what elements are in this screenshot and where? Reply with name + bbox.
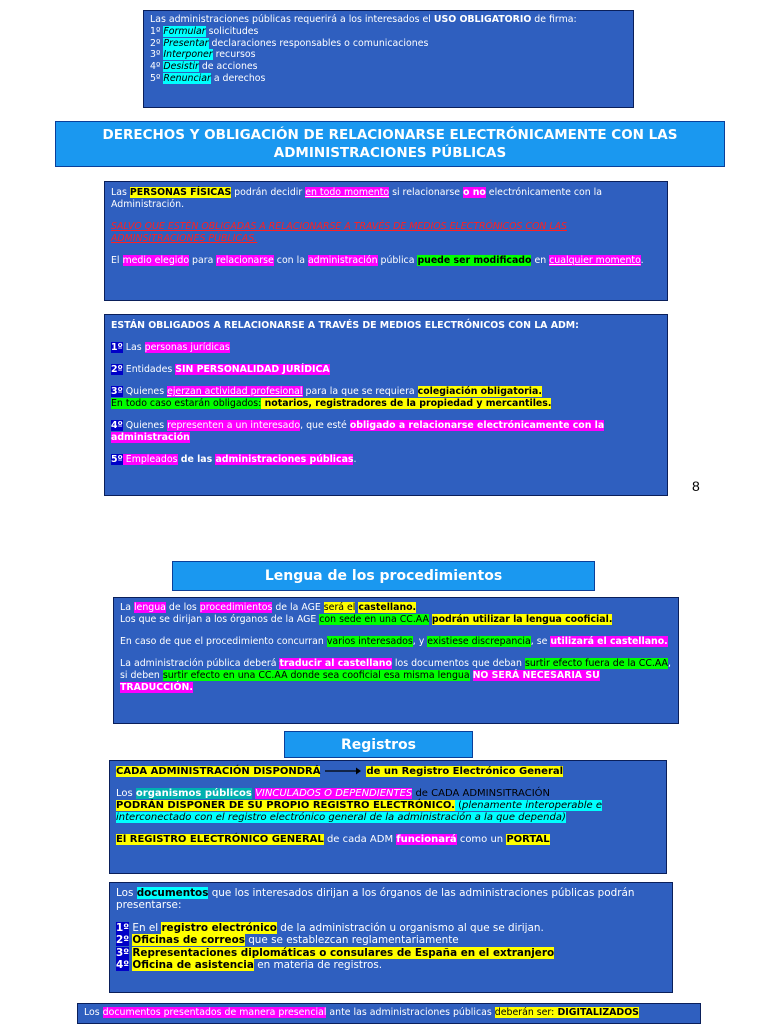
sera-el: será el — [323, 602, 356, 613]
registros-box — [109, 760, 667, 874]
lengua-cooficial: podrán utilizar la lengua cooficial. — [431, 614, 613, 625]
t: podrán decidir — [231, 187, 306, 198]
firma-item — [150, 73, 627, 85]
arrow-icon — [324, 766, 362, 776]
representaciones: Representaciones diplomáticas o consulares de España en el extranjero — [132, 946, 555, 959]
t: El — [111, 255, 123, 266]
registro-general-label: El REGISTRO ELECTRÓNICO GENERAL — [116, 834, 324, 845]
t: La administración pública deberá — [120, 658, 280, 669]
t: con la — [273, 255, 308, 266]
item-verb: Presentar — [163, 37, 209, 49]
t: como un — [456, 834, 507, 845]
firma-item — [150, 61, 627, 73]
header-line-2: ADMINISTRACIONES PÚBLICAS — [273, 145, 507, 161]
sede-ccaa: con sede en una CC.AA — [319, 614, 429, 625]
actividad-profesional: ejerzan actividad profesional — [167, 386, 303, 397]
utilizara-castellano: utilizará el castellano. — [550, 636, 668, 647]
notarios: notarios, registradores de la propiedad y mercantiles. — [261, 398, 552, 409]
page-number: 8 — [692, 478, 700, 494]
sin-personalidad: SIN PERSONALIDAD JURÍDICA — [175, 364, 330, 375]
empleados: Empleados — [122, 454, 178, 465]
oficinas-correos: Oficinas de correos — [132, 934, 245, 947]
lengua-box — [113, 597, 679, 724]
traducir: traducir al castellano — [279, 658, 392, 669]
t: si relacionarse — [389, 187, 463, 198]
documentos-intro — [116, 887, 666, 912]
item-num: 2º — [116, 934, 130, 947]
item-num: 4º — [150, 61, 164, 73]
t: que los interesados dirijan a los órganos de las administraciones públicas podrán presentarse: — [116, 887, 635, 912]
t: para la que se requiera — [302, 386, 418, 397]
item-rest: recursos — [212, 49, 256, 61]
surtir-fuera: surtir efecto fuera de la CC.AA — [524, 658, 668, 669]
t: Las — [111, 187, 130, 198]
t: de los — [165, 602, 200, 613]
item-num: 1º — [111, 342, 123, 353]
t: para — [189, 255, 217, 266]
registro-general: de un Registro Electrónico General — [366, 766, 564, 777]
t: en materia de registros. — [253, 959, 383, 972]
personas-fisicas: PERSONAS FÍSICAS — [129, 187, 232, 198]
presencial-box — [77, 1003, 701, 1024]
cualquier-momento: cualquier momento — [549, 255, 641, 266]
digitalizados: DIGITALIZADOS — [554, 1007, 639, 1018]
documentos-item-1 — [116, 922, 666, 934]
item-rest: a derechos — [210, 72, 266, 84]
castellano: castellano. — [358, 602, 417, 613]
item-verb: Formular — [163, 25, 206, 37]
registro-electronico: registro electrónico — [161, 921, 277, 934]
obligado-item-4 — [111, 420, 661, 444]
t: los documentos que deban — [391, 658, 525, 669]
item-num: 2º — [111, 364, 123, 375]
item-num: 4º — [111, 420, 123, 431]
t: que se establezcan reglamentariamente — [244, 934, 459, 947]
documentos-item-2 — [116, 934, 666, 946]
item-num: 5º — [111, 454, 123, 465]
presencial-text — [84, 1007, 694, 1019]
personas-fisicas-box — [104, 181, 668, 301]
lengua: lengua — [133, 602, 166, 613]
personas-fisicas-paragraph — [111, 187, 661, 211]
interoperable: plenamente interoperable e interconectado con el registro electrónico general de la administración a la que dependa) — [116, 800, 602, 823]
podran-disponer: PODRÁN DISPONER DE SU PROPIO REGISTRO ELECTRÓNICO. — [116, 800, 455, 811]
item-num: 1º — [150, 25, 164, 37]
firma-obligatoria-box — [143, 10, 634, 108]
obligado-item-3 — [111, 386, 661, 410]
t: electrónicamente con la Administración. — [111, 187, 603, 210]
item-num: 3º — [116, 946, 130, 959]
t: de las — [177, 454, 216, 465]
item-verb: Renunciar — [163, 72, 211, 84]
documentos: documentos — [136, 887, 209, 899]
funcionara: funcionará — [396, 834, 457, 845]
surtir-dentro: surtir efecto en una CC.AA donde sea cooficial esa misma lengua — [162, 670, 470, 681]
obligado-item-5 — [111, 454, 661, 466]
obligado-item-1 — [111, 342, 661, 354]
registro-line-2 — [116, 788, 660, 800]
salvo-paragraph: SALVO QUE ESTÉN OBLIGADAS A RELACIONARSE A TRAVÉS DE MEDIOS ELECTRÓNICOS CON LAS ADMINSITRACIONES PÚBLICAS. — [111, 221, 567, 244]
lengua-p1 — [120, 602, 672, 614]
obligado-relacionarse: obligado a relacionarse electrónicamente con la administración — [111, 420, 605, 443]
registro-line-3 — [116, 800, 660, 824]
lengua-p4 — [120, 658, 672, 694]
registros-header: Registros — [284, 731, 473, 758]
cada-administracion: CADA ADMINISTRACIÓN DISPONDRÁ — [116, 766, 321, 777]
deberan-ser: deberán ser: — [494, 1007, 555, 1018]
firma-item — [150, 38, 627, 50]
portal: PORTAL — [506, 834, 550, 845]
t: La — [120, 602, 134, 613]
documentos-item-3 — [116, 947, 666, 959]
firma-item — [150, 49, 627, 61]
t: . — [353, 454, 357, 465]
t: Quienes — [122, 420, 168, 431]
t: Los que se dirijan a los órganos de la AGE — [120, 614, 320, 625]
t: ante las administraciones públicas — [326, 1007, 495, 1018]
t: de cada ADM — [323, 834, 397, 845]
item-num: 3º — [111, 386, 123, 397]
t: Los — [116, 788, 136, 799]
t: En caso de que el procedimiento concurran — [120, 636, 327, 647]
t: de CADA ADMINSITRACIÓN — [412, 788, 551, 799]
t: de la AGE — [272, 602, 324, 613]
t: En el — [129, 921, 162, 934]
colegiacion: colegiación obligatoria. — [417, 386, 542, 397]
t: Los — [84, 1007, 103, 1018]
registro-line-4 — [116, 834, 660, 846]
firma-intro-text: Las administraciones públicas requerirá a los interesados el — [150, 14, 434, 25]
item-num: 2º — [150, 37, 164, 49]
lengua-p2 — [120, 614, 672, 626]
item-rest: de acciones — [198, 61, 258, 73]
obligados-box — [104, 314, 668, 496]
en-todo-momento: en todo momento — [305, 187, 390, 198]
item-num: 4º — [116, 959, 130, 972]
medio-elegido-paragraph — [111, 255, 661, 267]
vinculados: VINCULADOS O DEPENDIENTES — [255, 788, 413, 799]
t: pública — [377, 255, 418, 266]
t: de la administración u organismo al que se dirijan. — [276, 921, 544, 934]
t: . — [640, 255, 644, 266]
documentos-item-4 — [116, 959, 666, 971]
obligado-item-2 — [111, 364, 661, 376]
item-rest: declaraciones responsables o comunicaciones — [208, 37, 429, 49]
organismos-publicos: organismos públicos — [135, 788, 252, 799]
no-necesaria: NO SERÁ NECESARIA SU TRADUCCIÓN. — [120, 670, 600, 693]
item-verb: Desistir — [163, 61, 199, 73]
administracion: administración — [307, 255, 378, 266]
adm-publicas: administraciones públicas — [215, 454, 354, 465]
item-verb: Interponer — [163, 49, 213, 61]
t: Entidades — [122, 364, 176, 375]
oficina-asistencia: Oficina de asistencia — [132, 959, 254, 972]
t: , se — [530, 636, 551, 647]
t: ( — [454, 800, 462, 811]
puede-ser-modificado: puede ser modificado — [417, 255, 532, 266]
o-no: o no — [463, 187, 486, 198]
t: en — [531, 255, 550, 266]
lengua-p3 — [120, 636, 672, 648]
registro-line-1 — [116, 766, 660, 778]
t: , y — [412, 636, 428, 647]
documentos-box — [109, 882, 673, 993]
item-num: 3º — [150, 49, 164, 61]
t: , si deben — [120, 658, 671, 681]
item-num: 1º — [116, 921, 130, 934]
varios-interesados: varios interesados — [326, 636, 413, 647]
en-todo-caso: En todo caso estarán obligados: — [111, 398, 262, 409]
representen: representen a un interesado — [167, 420, 301, 431]
uso-obligatorio: USO OBLIGATORIO — [433, 14, 532, 25]
derechos-header — [55, 121, 725, 167]
header-line-1: DERECHOS Y OBLIGACIÓN DE RELACIONARSE ELECTRÓNICAMENTE CON LAS — [102, 127, 678, 143]
t: Los — [116, 887, 137, 899]
obligados-title: ESTÁN OBLIGADOS A RELACIONARSE A TRAVÉS DE MEDIOS ELECTRÓNICOS CON LA ADM: — [111, 320, 579, 331]
firma-intro-end: de firma: — [531, 14, 577, 25]
t: , que esté — [300, 420, 350, 431]
discrepancia: existiese discrepancia — [427, 636, 531, 647]
lengua-header: Lengua de los procedimientos — [172, 561, 595, 591]
personas-juridicas: personas jurídicas — [144, 342, 230, 353]
presencial: documentos presentados de manera presencial — [102, 1007, 327, 1018]
item-rest: solicitudes — [205, 25, 259, 37]
relacionarse: relacionarse — [216, 255, 274, 266]
item-num: 5º — [150, 72, 164, 84]
medio-elegido: medio elegido — [122, 255, 190, 266]
t: Quienes — [122, 386, 168, 397]
procedimientos: procedimientos — [199, 602, 273, 613]
firma-item — [150, 26, 627, 38]
t: Las — [122, 342, 145, 353]
